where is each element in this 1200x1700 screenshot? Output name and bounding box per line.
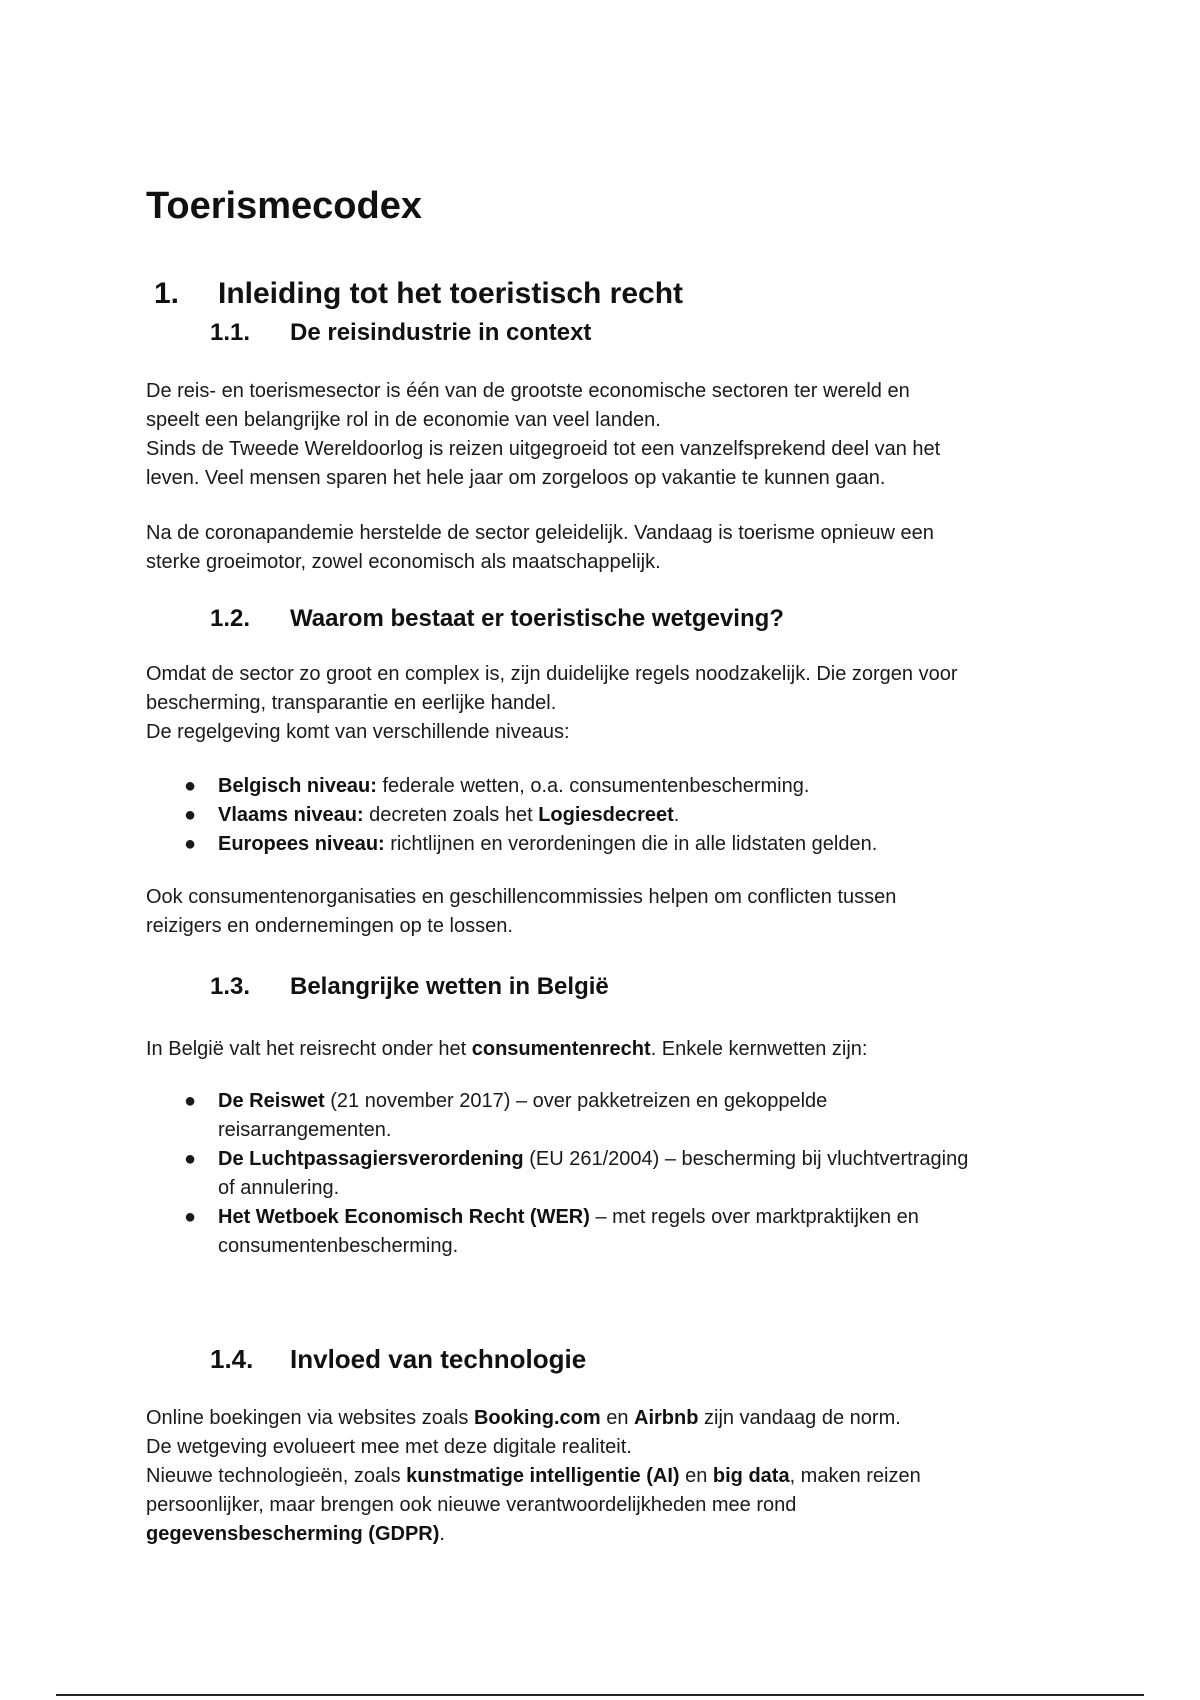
text-run: zijn vandaag de norm. <box>698 1407 901 1429</box>
text-run: en <box>600 1407 634 1429</box>
item-text-cont: reisarrangementen. <box>218 1119 392 1141</box>
levels-list <box>146 772 1066 859</box>
bullet-icon: ● <box>184 833 197 855</box>
section-number: 1.3. <box>210 973 251 1000</box>
text-line: De regelgeving komt van verschillende niveaus: <box>146 721 570 743</box>
list-item <box>146 1087 1066 1145</box>
item-label: Vlaams niveau: <box>218 804 364 826</box>
item-text: federale wetten, o.a. consumentenbescherming. <box>376 775 810 797</box>
item-text-cont: of annulering. <box>218 1177 340 1199</box>
chapter-number: 1. <box>154 277 180 310</box>
text-run: . <box>439 1523 445 1545</box>
list-item <box>146 801 1066 830</box>
text-line <box>146 1404 1076 1433</box>
item-text: decreten zoals het <box>363 804 539 826</box>
text-line: De reis- en toerismesector is één van de grootste economische sectoren ter wereld en <box>146 380 910 402</box>
section-number: 1.4. <box>210 1344 254 1374</box>
section-number: 1.2. <box>210 605 251 632</box>
document-title: Toerismecodex <box>146 185 422 227</box>
text-emphasis: Booking.com <box>473 1407 601 1429</box>
text-line: bescherming, transparantie en eerlijke handel. <box>146 692 557 714</box>
text-line: sterke groeimotor, zowel economisch als maatschappelijk. <box>146 551 661 573</box>
item-label: De Reiswet <box>218 1090 325 1112</box>
paragraph-organisations <box>146 883 1076 941</box>
paragraph-laws-intro <box>146 1035 1076 1064</box>
page-bottom-rule <box>56 1694 1144 1696</box>
paragraph-technology <box>146 1404 1076 1549</box>
text-run: Online boekingen via websites zoals <box>146 1407 474 1429</box>
section-title: Invloed van technologie <box>290 1344 587 1374</box>
text-run: en <box>679 1465 713 1487</box>
item-text: (21 november 2017) – over pakketreizen en gekoppelde <box>324 1090 828 1112</box>
section-title: De reisindustrie in context <box>290 319 592 346</box>
text-run: . Enkele kernwetten zijn: <box>650 1038 868 1060</box>
list-item <box>146 1145 1066 1203</box>
text-emphasis: consumentenrecht <box>471 1038 651 1060</box>
text-run: In België valt het reisrecht onder het <box>146 1038 472 1060</box>
section-title: Waarom bestaat er toeristische wetgeving? <box>290 605 784 632</box>
list-item <box>146 772 1066 801</box>
chapter-heading <box>154 276 683 312</box>
text-line: Omdat de sector zo groot en complex is, zijn duidelijke regels noodzakelijk. Die zorgen voor <box>146 663 958 685</box>
bullet-icon: ● <box>184 1206 197 1228</box>
list-item <box>146 830 1066 859</box>
bullet-icon: ● <box>184 1090 197 1112</box>
item-text-cont: consumentenbescherming. <box>218 1235 459 1257</box>
section-number: 1.1. <box>210 319 251 346</box>
text-line: Ook consumentenorganisaties en geschillencommissies helpen om conflicten tussen <box>146 886 897 908</box>
item-text: richtlijnen en verordeningen die in alle lidstaten gelden. <box>384 833 878 855</box>
item-label: Belgisch niveau: <box>218 775 377 797</box>
paragraph-corona <box>146 519 1076 577</box>
item-text: (EU 261/2004) – bescherming bij vluchtvertraging <box>523 1148 969 1170</box>
bullet-icon: ● <box>184 775 197 797</box>
text-emphasis: kunstmatige intelligentie (AI) <box>406 1465 680 1487</box>
item-text: – met regels over marktpraktijken en <box>589 1206 919 1228</box>
item-text-end: . <box>673 804 680 826</box>
paragraph-context <box>146 377 1076 493</box>
text-line: leven. Veel mensen sparen het hele jaar om zorgeloos op vakantie te kunnen gaan. <box>146 467 886 489</box>
text-line: speelt een belangrijke rol in de economie van veel landen. <box>146 409 661 431</box>
text-line <box>146 1520 1076 1549</box>
item-emphasis: Logiesdecreet <box>538 804 674 826</box>
laws-list <box>146 1087 1066 1261</box>
text-emphasis: gegevensbescherming (GDPR) <box>146 1523 440 1545</box>
text-line: persoonlijker, maar brengen ook nieuwe verantwoordelijkheden mee rond <box>146 1494 797 1516</box>
text-emphasis: Airbnb <box>634 1407 699 1429</box>
item-label: Het Wetboek Economisch Recht (WER) <box>218 1206 590 1228</box>
section-heading-1-2 <box>210 604 784 634</box>
text-run: Nieuwe technologieën, zoals <box>146 1465 407 1487</box>
text-line <box>146 1462 1076 1491</box>
section-heading-1-3 <box>210 972 609 1002</box>
section-heading-1-4 <box>210 1344 586 1374</box>
text-line: Na de coronapandemie herstelde de sector geleidelijk. Vandaag is toerisme opnieuw een <box>146 522 934 544</box>
text-line: De wetgeving evolueert mee met deze digitale realiteit. <box>146 1436 632 1458</box>
bullet-icon: ● <box>184 804 197 826</box>
text-emphasis: big data <box>712 1465 790 1487</box>
chapter-title: Inleiding tot het toeristisch recht <box>218 277 684 310</box>
section-heading-1-1 <box>210 318 591 348</box>
item-label: Europees niveau: <box>218 833 385 855</box>
bullet-icon: ● <box>184 1148 197 1170</box>
text-line: reizigers en ondernemingen op te lossen. <box>146 915 513 937</box>
section-title: Belangrijke wetten in België <box>290 973 609 1000</box>
text-run: , maken reizen <box>789 1465 921 1487</box>
paragraph-rules <box>146 660 1076 747</box>
text-line: Sinds de Tweede Wereldoorlog is reizen uitgegroeid tot een vanzelfsprekend deel van het <box>146 438 941 460</box>
list-item <box>146 1203 1066 1261</box>
item-label: De Luchtpassagiersverordening <box>218 1148 524 1170</box>
